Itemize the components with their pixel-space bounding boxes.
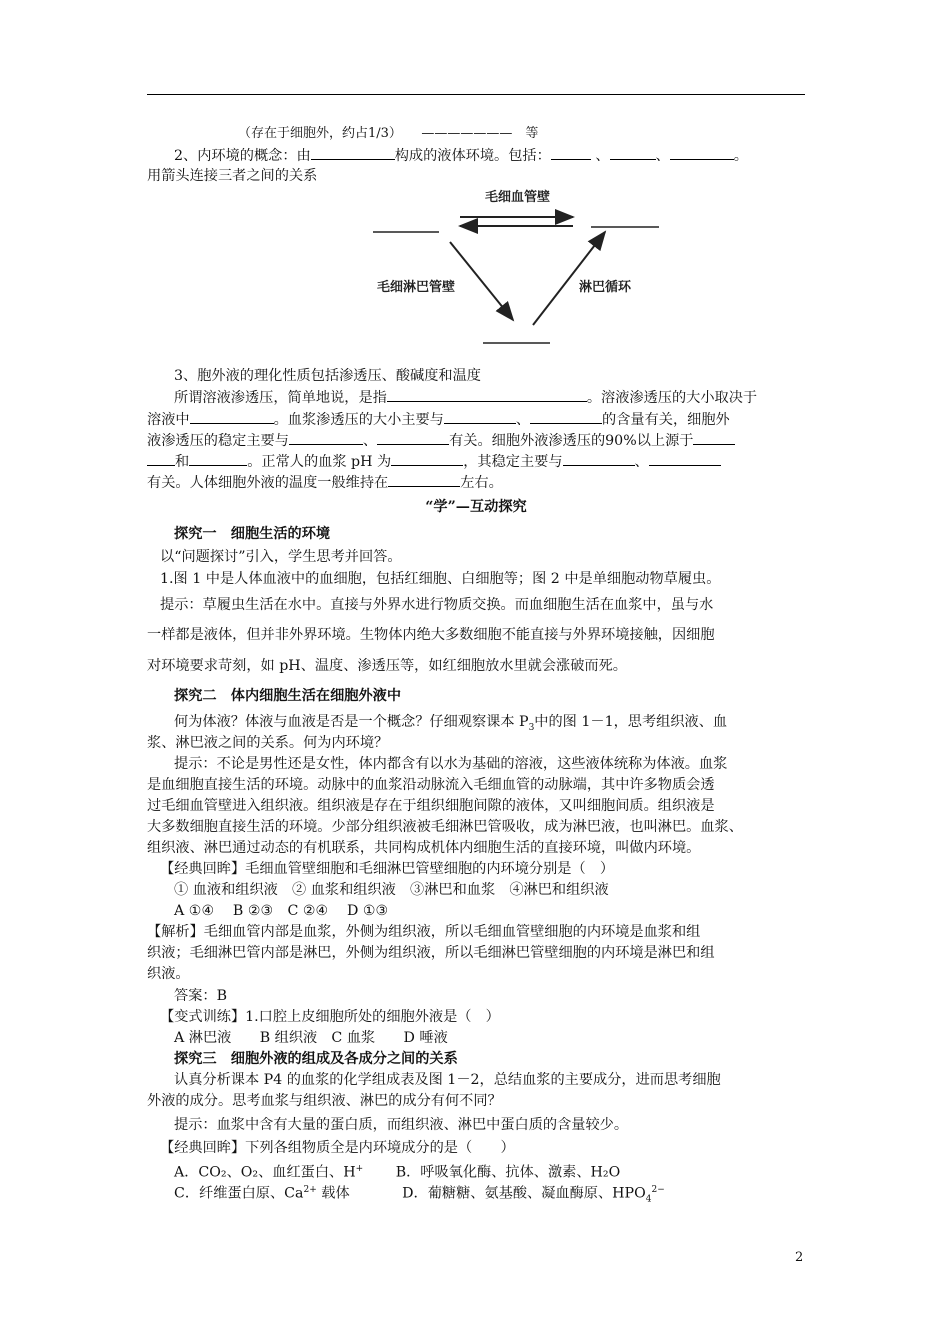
blank <box>391 451 463 466</box>
text-line: 一样都是液体，但并非外界环境。生物体内绝大多数细胞不能直接与外界环境接触，因细胞 <box>147 627 715 643</box>
blank <box>563 451 635 466</box>
text-line: A ①④ B ②③ C ②④ D ①③ <box>174 903 389 919</box>
blank <box>670 145 734 160</box>
blank <box>189 451 247 466</box>
text-line: 【经典回眸】毛细血管壁细胞和毛细淋巴管壁细胞的内环境分别是（ ） <box>160 861 615 877</box>
section-title: “学”—互动探究 <box>425 499 527 515</box>
inquiry3-title: 探究三 细胞外液的组成及各成分之间的关系 <box>174 1051 458 1067</box>
text-line: 答案：B <box>174 988 227 1004</box>
text-line: 提示：草履虫生活在水中。直接与外界水进行物质交换。而血细胞生活在血浆中，虽与水 <box>160 597 714 613</box>
page-number: 2 <box>795 1250 804 1265</box>
text-line: 液渗透压的稳定主要与 、 有关。细胞外液渗透压的90%以上源于 <box>147 430 735 451</box>
text-line: 溶液中 。血浆渗透压的大小主要与 、 的含量有关，细胞外 <box>147 409 730 430</box>
left-label: 毛细淋巴管壁 <box>377 280 456 295</box>
text-line: 和 。正常人的血浆 pH 为 ，其稳定主要与 、 <box>147 451 721 472</box>
text-line: ① 血液和组织液 ② 血浆和组织液 ③淋巴和血浆 ④淋巴和组织液 <box>174 882 609 898</box>
text-line: 织液。 <box>147 966 190 982</box>
options-line: A．CO₂、O₂、血红蛋白、H+ B．呼吸氧化酶、抗体、激素、H₂O <box>174 1164 621 1181</box>
text-line: 大多数细胞直接生活的环境。少部分组织液被毛细淋巴管吸收，成为淋巴液，也叫淋巴。血浆、 <box>147 819 743 835</box>
blank <box>190 409 274 424</box>
blank <box>649 451 721 466</box>
blank <box>693 430 735 445</box>
text-line: 外液的成分。思考血浆与组织液、淋巴的成分有何不同？ <box>147 1093 502 1109</box>
inquiry1-title: 探究一 细胞生活的环境 <box>174 526 331 542</box>
concept-line: 2、内环境的概念：由 构成的液体环境。包括： 、 、 。 <box>174 145 748 166</box>
blank <box>289 430 363 445</box>
section3-heading: 3、胞外液的理化性质包括渗透压、酸碱度和温度 <box>174 368 481 384</box>
note-line: （存在于细胞外，约占1/3） ——————— 等 <box>238 126 539 141</box>
right-label: 淋巴循环 <box>579 280 632 295</box>
blank <box>444 409 516 424</box>
blank <box>311 145 395 160</box>
text-line: 过毛细血管壁进入组织液。组织液是存在于组织细胞间隙的液体，又叫细胞间质。组织液是 <box>147 798 715 814</box>
concept-line-2: 用箭头连接三者之间的关系 <box>147 168 318 184</box>
blank <box>147 451 175 466</box>
text-line: 认真分析课本 P4 的血浆的化学组成表及图 1－2，总结血浆的主要成分，进而思考细胞 <box>174 1072 721 1088</box>
fluid-relationship-diagram <box>365 180 665 350</box>
blank <box>387 387 587 402</box>
text-line: 组织液、淋巴通过动态的有机联系，共同构成机体内细胞生活的直接环境，叫做内环境。 <box>147 840 701 856</box>
text-line: 对环境要求苛刻，如 pH、温度、渗透压等，如红细胞放水里就会涨破而死。 <box>147 658 627 674</box>
blank <box>530 409 602 424</box>
text-line: 所谓溶液渗透压，简单地说，是指 。溶液渗透压的大小取决于 <box>174 387 757 408</box>
text-line: 浆、淋巴液之间的关系。何为内环境？ <box>147 735 389 751</box>
text-line: 有关。人体细胞外液的温度一般维持在 左右。 <box>147 472 503 493</box>
blank <box>610 145 656 160</box>
arrow-up-right <box>533 232 605 325</box>
arrow-down-right <box>450 242 513 320</box>
text-line: A 淋巴液 B 组织液 C 血浆 D 唾液 <box>174 1030 448 1046</box>
text-line: 以“问题探讨”引入，学生思考并回答。 <box>160 549 402 565</box>
text-line: 【变式训练】1.口腔上皮细胞所处的细胞外液是（ ） <box>160 1009 500 1025</box>
options-line: C．纤维蛋白原、$Ca^{2+}$ 载体 D．葡糖糖、氨基酸、凝血酶原、$HPO_4^{2-}$ <box>174 1185 665 1205</box>
header-rule <box>147 94 805 95</box>
top-label: 毛细血管壁 <box>485 190 551 205</box>
text-line: 何为体液？体液与血液是否是一个概念？仔细观察课本 $P_3$中的图 1－1，思考组织液、血 <box>174 714 728 733</box>
text-line: 是血细胞直接生活的环境。动脉中的血浆沿动脉流入毛细血管的动脉端，其中许多物质会透 <box>147 777 715 793</box>
text-line: 织液；毛细淋巴管内部是淋巴，外侧为组织液，所以毛细淋巴管壁细胞的内环境是淋巴和组 <box>147 945 715 961</box>
blank <box>377 430 449 445</box>
blank <box>388 472 460 487</box>
blank <box>551 145 591 160</box>
text-line: 1.图 1 中是人体血液中的血细胞，包括红细胞、白细胞等；图 2 中是单细胞动物草履虫。 <box>160 571 721 587</box>
text-line: 提示：血浆中含有大量的蛋白质，而组织液、淋巴中蛋白质的含量较少。 <box>174 1117 629 1133</box>
text-line: 提示：不论是男性还是女性，体内都含有以水为基础的溶液，这些液体统称为体液。血浆 <box>174 756 728 772</box>
text-line: 【经典回眸】下列各组物质全是内环境成分的是（ ） <box>160 1140 515 1156</box>
text-line: 【解析】毛细血管内部是血浆，外侧为组织液，所以毛细血管壁细胞的内环境是血浆和组 <box>147 924 701 940</box>
inquiry2-title: 探究二 体内细胞生活在细胞外液中 <box>174 688 402 704</box>
